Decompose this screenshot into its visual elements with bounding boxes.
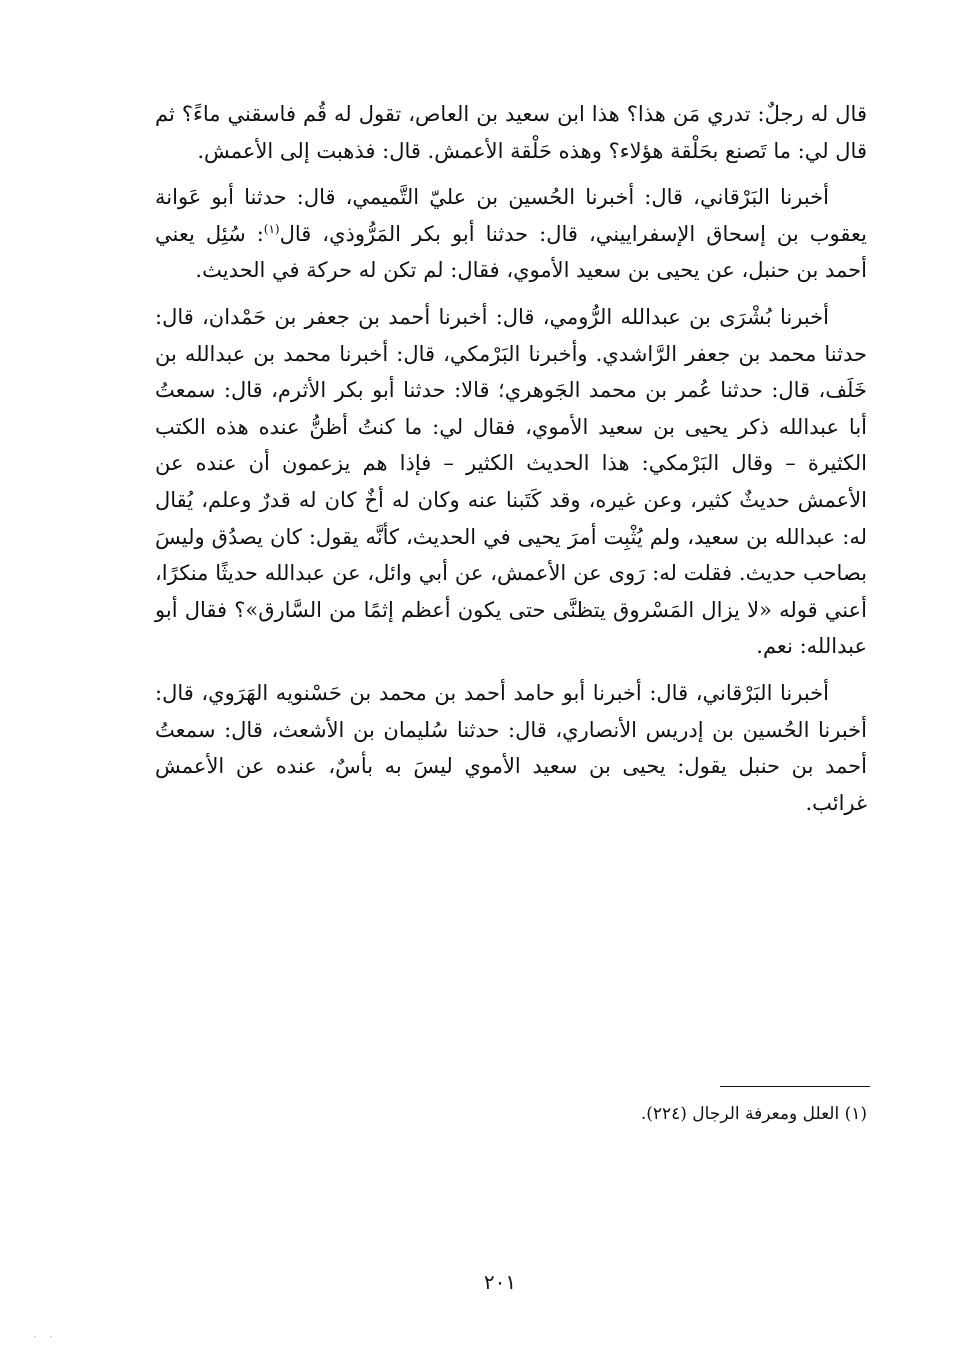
paragraph-1: قال له رجلٌ: تدري مَن هذا؟ هذا ابن سعيد بن العاص، تقول له قُم فاسقني ماءً؟ ثم قال لي: ما تَصنع بحَلْقة هؤلاء؟ وهذه حَلْقة الأعمش. قال: فذهبت إلى الأعمش. <box>155 102 867 163</box>
main-text <box>155 96 867 831</box>
scan-speck: . <box>50 1330 53 1339</box>
paragraph-2-text: أخبرنا البَرْقاني، قال: أخبرنا الحُسين بن عليّ التَّميمي، قال: حدثنا أبو عَوانة يعقوب بن إسحاق الإسفراييني، قال: حدثنا أبو بكر المَرُّوذي، قال <box>155 185 868 246</box>
paragraph-3: أخبرنا بُشْرَى بن عبدالله الرُّومي، قال: أخبرنا أحمد بن جعفر بن حَمْدان، قال: حدثنا محمد بن جعفر الرَّاشدي. وأخبرنا البَرْمكي، قال: أخبرنا محمد بن عبدالله بن خَلَف، قال: حدثنا عُمر بن محمد الجَوهري؛ قالا: حدثنا أبو بكر الأثرم، قال: سمعتُ أبا عبدالله ذكر يحيى بن سعيد الأموي، فقال لي: ما كنتُ أظنُّ عنده هذه الكتب الكثيرة – وقال البَرْمكي: هذا الحديث الكثير – فإذا هم يزعمون أن عنده عن الأعمش حديثٌ كثير، وعن غيره، وقد كَتَبنا عنه وكان له أخٌ كان له قدرٌ وعلم، يُقال له: عبدالله بن سعيد، ولم يُثْبِت أمرَ يحيى في الحديث، كأنَّه يقول: كان يصدُق وليسَ بصاحب حديث. فقلت له: رَوى عن الأعمش، عن أبي وائل، عن عبدالله حديثًا منكرًا، أعني قوله «لا يزال المَسْروق يتظنَّى حتى يكون أعظم إثمًا من السَّارق»؟ فقال أبو عبدالله: نعم. <box>155 304 867 659</box>
paragraph-4: أخبرنا البَرْقاني، قال: أخبرنا أبو حامد أحمد بن محمد بن حَسْنويه الهَرَوي، قال: أخبرنا الحُسين بن إدريس الأنصاري، قال: حدثنا سُليمان بن الأشعث، قال: سمعتُ أحمد بن حنبل يقول: يحيى بن سعيد الأموي ليسَ به بأسٌ، عنده عن الأعمش غرائب. <box>155 680 867 815</box>
scan-speck: . <box>34 1330 37 1339</box>
paragraph-2-text-after: : سُئِل يعني أحمد بن حنبل، عن يحيى بن سعيد الأموي، فقال: لم تكن له حركة في الحديث. <box>155 221 867 283</box>
paragraph-2 <box>155 179 867 289</box>
footnote-reference[interactable]: (١) <box>263 221 280 236</box>
page-number: ٢٠١ <box>483 1270 517 1294</box>
footnote: (١) العلل ومعرفة الرجال (٢٢٤). <box>640 1104 867 1124</box>
footnote-divider <box>720 1086 870 1087</box>
